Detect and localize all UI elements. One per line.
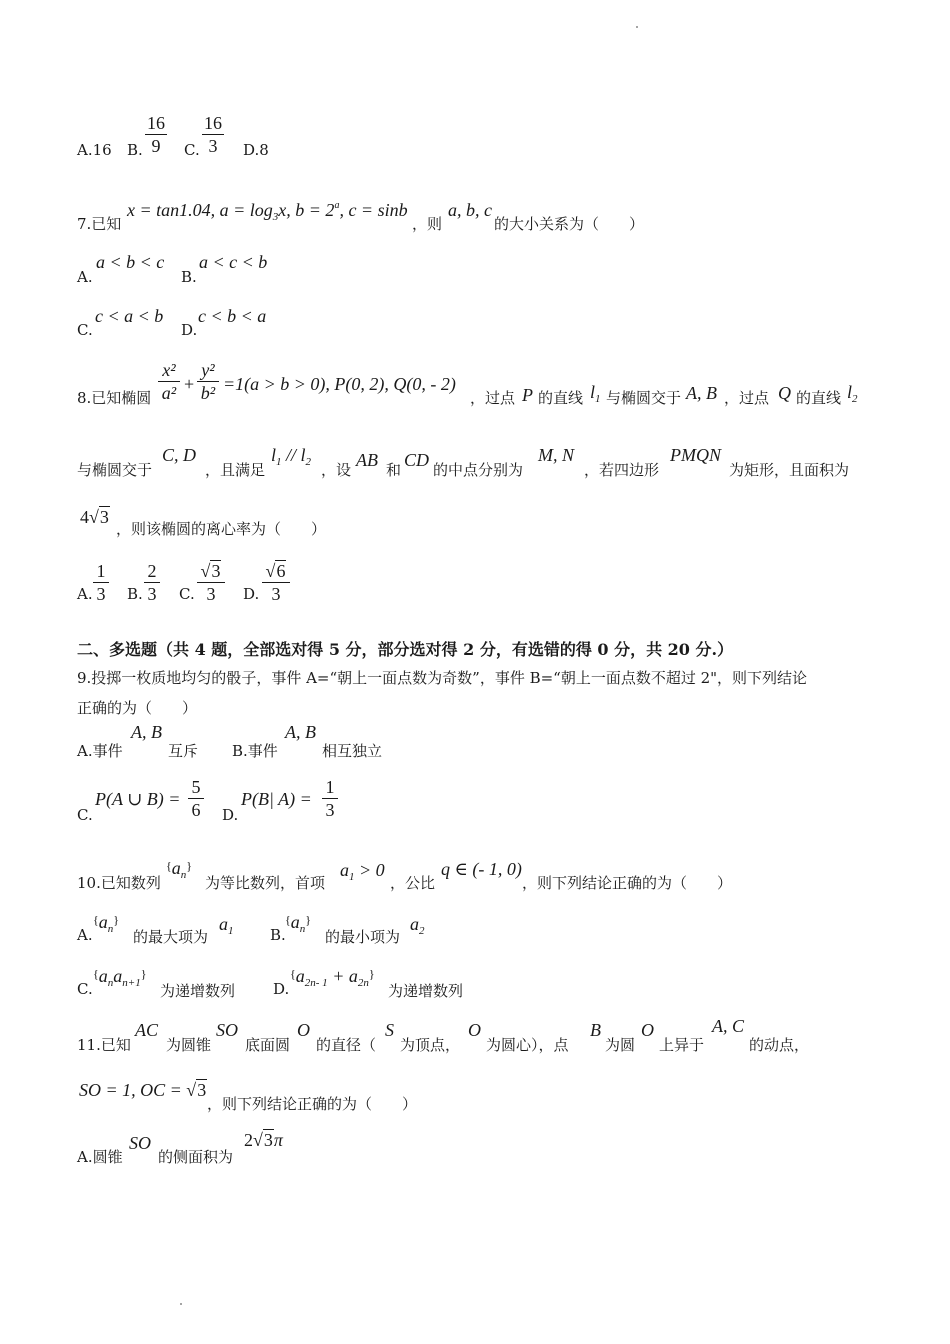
- q8-option-c-fraction: [197, 561, 225, 604]
- q7-option-a: a < b < c: [96, 252, 165, 272]
- q11-circle-o: O: [641, 1020, 654, 1040]
- q11-center-o-2: O: [468, 1020, 481, 1040]
- q11-condition: SO = 1, OC = √3: [79, 1080, 207, 1100]
- q8-text-4: ，过点: [724, 389, 770, 407]
- q8-line-l1: $l_1$: [590, 382, 601, 405]
- q10-option-c-tail: 为递增数列: [160, 982, 236, 1000]
- scan-dot-top: [636, 26, 638, 28]
- q7-expression: x = tan1.04, $a = \log_3x$, $b = 2^a$, c = sinb: [127, 200, 408, 223]
- q8-fraction-y: [197, 360, 219, 403]
- numerator: y²: [201, 360, 215, 380]
- q7-option-c-label: C.: [77, 321, 93, 339]
- q10-option-a-term: $a_1$: [219, 914, 234, 937]
- q10-option-a-mid: 的最大项为: [133, 928, 209, 946]
- denominator: b²: [200, 383, 216, 403]
- q9-line2: 正确的为（ ）: [77, 699, 198, 717]
- denominator: 3: [206, 584, 216, 604]
- q8-option-c-label: C.: [179, 585, 195, 603]
- q11-text-1: 为圆锥: [166, 1036, 212, 1054]
- numerator: 1: [96, 561, 106, 581]
- q10-option-b-seq: $^{\{}a_n^{\}}$: [285, 912, 312, 935]
- q10-text-3: ，则下列结论正确的为（ ）: [522, 874, 733, 892]
- q8-condition: =1(a > b > 0), P(0, 2), Q(0, - 2): [223, 374, 456, 394]
- q8-option-d-fraction: [262, 561, 290, 604]
- numerator: 16: [147, 113, 165, 133]
- q8-text-1: ，过点: [470, 389, 516, 407]
- q9-line1: 9.投掷一枚质地均匀的骰子，事件 A=“朝上一面点数为奇数”，事件 B=“朝上一面点数不超过 2"，则下列结论: [77, 669, 808, 687]
- q8-option-a-fraction: [93, 561, 109, 604]
- q8-area: 4√3: [80, 507, 109, 527]
- q10-text-1: 为等比数列，首项: [205, 874, 326, 892]
- q8-line3: ，则该椭圆的离心率为（ ）: [116, 520, 327, 538]
- numerator: 5: [191, 777, 201, 797]
- q11-option-a-value: 2√3π: [244, 1130, 283, 1150]
- q10-option-d-label: D.: [273, 980, 290, 998]
- scan-dot-bottom: [180, 1303, 182, 1305]
- q6-option-d: D.8: [243, 141, 269, 159]
- q9-option-a-vars: A, B: [131, 722, 162, 742]
- q11-text-5: 为圆心），点: [486, 1036, 569, 1054]
- q8-line2-c: ，设: [321, 461, 352, 479]
- q8-fraction-x: [158, 360, 180, 403]
- numerator: √3: [200, 561, 221, 581]
- q7-option-b: a < c < b: [199, 252, 268, 272]
- q8-line2-b: ，且满足: [205, 461, 266, 479]
- q6-option-c-fraction: [202, 113, 224, 156]
- q8-segment-cd: CD: [404, 450, 430, 470]
- q11-text-7: 上异于: [659, 1036, 705, 1054]
- q11-cone-so: SO: [216, 1020, 238, 1040]
- q10-first-term: $a_1 > 0$: [340, 860, 385, 883]
- q8-prefix: 8.已知椭圆: [77, 389, 152, 407]
- denominator: 3: [208, 136, 218, 156]
- q7-vars: a, b, c: [448, 200, 492, 220]
- denominator: 3: [271, 584, 281, 604]
- denominator: 9: [151, 136, 161, 156]
- q11-option-a-so: SO: [129, 1133, 151, 1153]
- q8-line2-d: 和: [386, 461, 402, 479]
- q10-option-b-mid: 的最小项为: [325, 928, 401, 946]
- q10-option-b-label: B.: [270, 926, 286, 944]
- q8-point-q: Q: [778, 383, 791, 403]
- denominator: 3: [96, 584, 106, 604]
- q11-vertex-s: S: [385, 1020, 394, 1040]
- q10-option-b-term: $a_2$: [410, 914, 425, 937]
- denominator: 3: [147, 584, 157, 604]
- denominator: 6: [191, 800, 201, 820]
- q6-option-b-fraction: [145, 113, 167, 156]
- q8-option-b-fraction: [144, 561, 160, 604]
- q7-suffix: 的大小关系为（ ）: [494, 215, 645, 233]
- q7-prefix: 7.已知: [77, 215, 122, 233]
- q10-prefix: 10.已知数列: [77, 874, 161, 892]
- q8-line-l2: $l_2$: [847, 382, 858, 405]
- q11-text-6: 为圆: [605, 1036, 636, 1054]
- q8-line2-f: ，若四边形: [584, 461, 660, 479]
- q8-points-ab: A, B: [686, 383, 717, 403]
- q7-option-d: c < b < a: [198, 306, 267, 326]
- q8-line2-e: 的中点分别为: [433, 461, 524, 479]
- numerator: 2: [147, 561, 157, 581]
- q8-line2-a: 与椭圆交于: [77, 461, 153, 479]
- q8-segment-ab: AB: [356, 450, 378, 470]
- q11-points-ac: A, C: [712, 1016, 745, 1036]
- q8-text-5: 的直线: [796, 389, 842, 407]
- q10-option-d-tail: 为递增数列: [388, 982, 464, 1000]
- q11-line2-tail: ，则下列结论正确的为（ ）: [207, 1095, 418, 1113]
- q6-option-c-label: C.: [184, 141, 200, 159]
- q8-point-p: P: [522, 385, 533, 405]
- q8-text-3: 与椭圆交于: [606, 389, 682, 407]
- q8-points-cd: C, D: [162, 445, 197, 465]
- q11-option-a-mid: 的侧面积为: [158, 1148, 234, 1166]
- q8-parallel: $l_1 // l_2$: [271, 445, 312, 468]
- denominator: a²: [161, 383, 177, 403]
- numerator: x²: [162, 360, 176, 380]
- q7-option-a-label: A.: [77, 268, 93, 286]
- q7-option-d-label: D.: [181, 321, 198, 339]
- q8-points-mn: M, N: [538, 445, 574, 465]
- q8-option-a-label: A.: [77, 585, 93, 603]
- q11-option-a-label: A.圆锥: [77, 1148, 123, 1166]
- q6-option-b-label: B.: [127, 141, 143, 159]
- q11-text-8: 的动点，: [749, 1036, 810, 1054]
- q10-sequence: $^{\{}a_n^{\}}$: [166, 858, 193, 881]
- q9-option-d-label: D.: [222, 806, 239, 824]
- numerator: 1: [325, 777, 335, 797]
- q6-option-a: A.16: [77, 141, 112, 159]
- q9-option-d-expr: P(B| A) =: [241, 789, 312, 809]
- q7-option-b-label: B.: [181, 268, 197, 286]
- q9-option-c-fraction: [188, 777, 204, 820]
- q9-option-b-tail: 相互独立: [322, 742, 383, 760]
- q10-option-c-seq: $^{\{}a_na_{n+1}^{\}}$: [93, 966, 147, 989]
- q8-text-2: 的直线: [538, 389, 584, 407]
- q8-quadrilateral: PMQN: [670, 445, 721, 465]
- q10-option-a-label: A.: [77, 926, 93, 944]
- q11-text-3: 的直径（: [316, 1036, 377, 1054]
- q8-line2-g: 为矩形，且面积为: [729, 461, 850, 479]
- q10-option-d-seq: $^{\{}a_{2n- 1} + a_{2n}^{\}}$: [290, 966, 375, 989]
- q10-option-a-seq: $^{\{}a_n^{\}}$: [93, 912, 120, 935]
- section-heading-multiple-choice: 二、多选题（共 4 题，全部选对得 5 分，部分选对得 2 分，有选错的得 0 分，共 20 分.）: [77, 640, 734, 659]
- numerator: 16: [204, 113, 222, 133]
- q9-option-a-label: A.事件: [77, 742, 123, 760]
- q10-option-c-label: C.: [77, 980, 93, 998]
- q11-point-b: B: [590, 1020, 601, 1040]
- q9-option-c-label: C.: [77, 806, 93, 824]
- q11-diameter-ac: AC: [135, 1020, 159, 1040]
- q7-option-c: c < a < b: [95, 306, 164, 326]
- q11-prefix: 11.已知: [77, 1036, 131, 1054]
- q11-text-2: 底面圆: [245, 1036, 291, 1054]
- q8-option-b-label: B.: [127, 585, 143, 603]
- q8-plus: +: [184, 374, 195, 394]
- denominator: 3: [325, 800, 335, 820]
- q11-center-o: O: [297, 1020, 310, 1040]
- q9-option-b-label: B.事件: [232, 742, 278, 760]
- q10-ratio: q ∈ (- 1, 0): [441, 859, 522, 879]
- q9-option-a-tail: 互斥: [168, 742, 199, 760]
- q9-option-c-expr: P(A ∪ B) =: [95, 789, 181, 809]
- q8-option-d-label: D.: [243, 585, 260, 603]
- q10-text-2: ，公比: [390, 874, 436, 892]
- numerator: √6: [265, 561, 286, 581]
- q9-option-d-fraction: [322, 777, 338, 820]
- q9-option-b-vars: A, B: [285, 722, 316, 742]
- q11-text-4: 为顶点，: [400, 1036, 461, 1054]
- q7-mid: ，则: [412, 215, 443, 233]
